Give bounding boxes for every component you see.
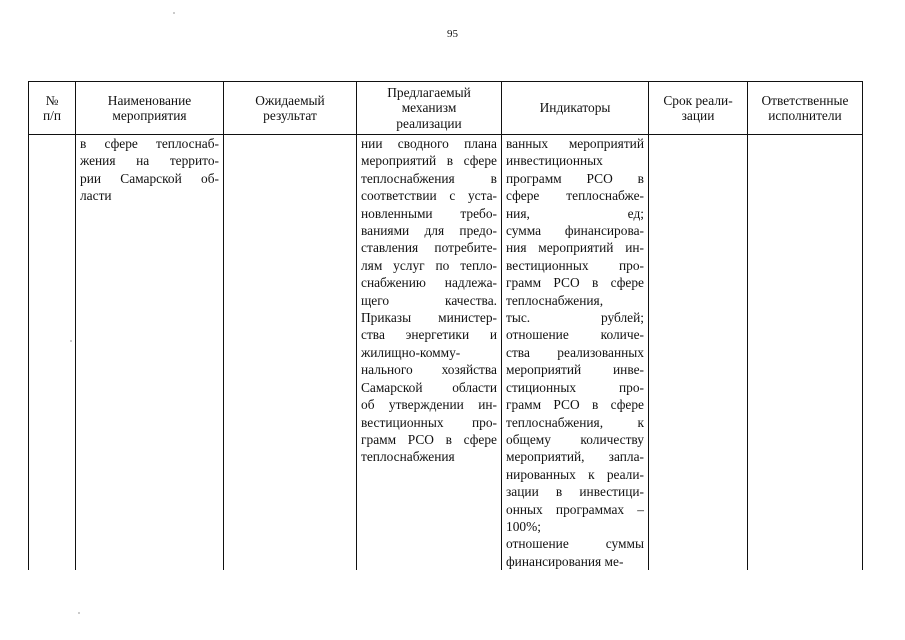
cell-term bbox=[649, 135, 748, 571]
text-line: отношение количе- bbox=[506, 327, 644, 343]
text-line: тыс. рублей; bbox=[506, 310, 644, 326]
text-line: грамм РСО в сфере bbox=[506, 397, 644, 413]
text-line: ласти bbox=[80, 188, 112, 204]
scan-speck bbox=[173, 12, 175, 14]
header-indicators bbox=[502, 82, 649, 135]
text-line: ванных мероприятий bbox=[506, 136, 644, 151]
text-line: ния, ед; bbox=[506, 205, 644, 221]
text-line: жения на террито- bbox=[80, 153, 219, 169]
text-line: 100%; bbox=[506, 518, 541, 534]
text-line: мероприятий инве- bbox=[506, 362, 644, 378]
text-line: Предлагаемый bbox=[387, 84, 471, 100]
scan-speck bbox=[78, 612, 80, 614]
text-line: стиционных про- bbox=[506, 379, 644, 395]
text-line: ства энергетики и bbox=[361, 327, 497, 343]
text-line: мероприятия bbox=[112, 108, 187, 123]
text-line: теплоснабжения, к bbox=[506, 414, 644, 430]
activities-table bbox=[28, 81, 863, 570]
text-line: общему количеству bbox=[506, 431, 644, 447]
text-line: ства реализованных bbox=[506, 344, 644, 360]
text-line: отношение суммы bbox=[506, 536, 644, 552]
cell-number bbox=[29, 135, 76, 571]
text-line: Срок реали- bbox=[663, 92, 733, 108]
text-line: сфере теплоснабже- bbox=[506, 188, 644, 204]
text-line: инвестиционных bbox=[506, 153, 603, 169]
text-line: об утверждении ин- bbox=[361, 397, 497, 413]
text-line: Приказы министер- bbox=[361, 310, 497, 326]
text-line: п/п bbox=[42, 108, 62, 123]
cell-activity-name bbox=[76, 135, 224, 571]
text-line: вестиционных про- bbox=[506, 257, 644, 273]
text-line: нированных к реали- bbox=[506, 466, 644, 482]
text-line: мероприятий в сфере bbox=[361, 153, 497, 169]
text-line: новленными требо- bbox=[361, 205, 497, 221]
text-line: Индикаторы bbox=[539, 100, 611, 116]
text-line: в сфере теплоснаб- bbox=[80, 136, 219, 151]
text-line: механизм bbox=[401, 100, 457, 116]
cell-executors bbox=[748, 135, 863, 571]
scan-speck bbox=[70, 340, 72, 342]
text-line: грамм РСО в сфере bbox=[506, 275, 644, 291]
text-line: теплоснабжения в bbox=[361, 170, 497, 186]
header-activity-name bbox=[76, 82, 224, 135]
text-line: ставления потребите- bbox=[361, 240, 497, 256]
header-executors bbox=[748, 82, 863, 135]
text-line: реализации bbox=[396, 115, 462, 131]
text-line: Ожидаемый bbox=[255, 92, 325, 108]
text-line: зации bbox=[681, 108, 715, 123]
table-row bbox=[29, 135, 863, 571]
text-line: вестиционных про- bbox=[361, 414, 497, 430]
cell-expected-result bbox=[224, 135, 357, 571]
page-number: 95 bbox=[447, 28, 458, 40]
text-line: сумма финансирова- bbox=[506, 223, 644, 239]
text-line: нального хозяйства bbox=[361, 362, 497, 378]
header-mechanism bbox=[357, 82, 502, 135]
text-line: зации в инвестици- bbox=[506, 484, 644, 500]
text-line: ния мероприятий ин- bbox=[506, 240, 644, 256]
text-line: программ РСО в bbox=[506, 170, 644, 186]
text-line: исполнители bbox=[768, 108, 842, 123]
text-line: результат bbox=[263, 108, 317, 123]
text-line: финансирования ме- bbox=[506, 553, 624, 569]
header-expected-result bbox=[224, 82, 357, 135]
table-header-row bbox=[29, 82, 863, 135]
text-line: жилищно-комму- bbox=[361, 344, 461, 360]
text-line: теплоснабжения, bbox=[506, 292, 604, 308]
text-line: онных программах – bbox=[506, 501, 644, 517]
text-line: грамм РСО в сфере bbox=[361, 431, 497, 447]
text-line: теплоснабжения bbox=[361, 449, 455, 465]
text-line: мероприятий, запла- bbox=[506, 449, 644, 465]
cell-indicators bbox=[502, 135, 649, 571]
cell-mechanism bbox=[357, 135, 502, 571]
text-line: рии Самарской об- bbox=[80, 170, 219, 186]
text-line: № bbox=[45, 92, 59, 108]
text-line: ваниями для предо- bbox=[361, 223, 497, 239]
text-line: Ответственные bbox=[761, 92, 849, 108]
text-line: нии сводного плана bbox=[361, 136, 497, 151]
header-term bbox=[649, 82, 748, 135]
text-line: лям услуг по тепло- bbox=[361, 257, 497, 273]
text-line: Наименование bbox=[107, 92, 192, 108]
text-line: соответствии с уста- bbox=[361, 188, 497, 204]
text-line: щего качества. bbox=[361, 292, 497, 308]
text-line: снабжению надлежа- bbox=[361, 275, 497, 291]
text-line: Самарской области bbox=[361, 379, 497, 395]
header-number bbox=[29, 82, 76, 135]
